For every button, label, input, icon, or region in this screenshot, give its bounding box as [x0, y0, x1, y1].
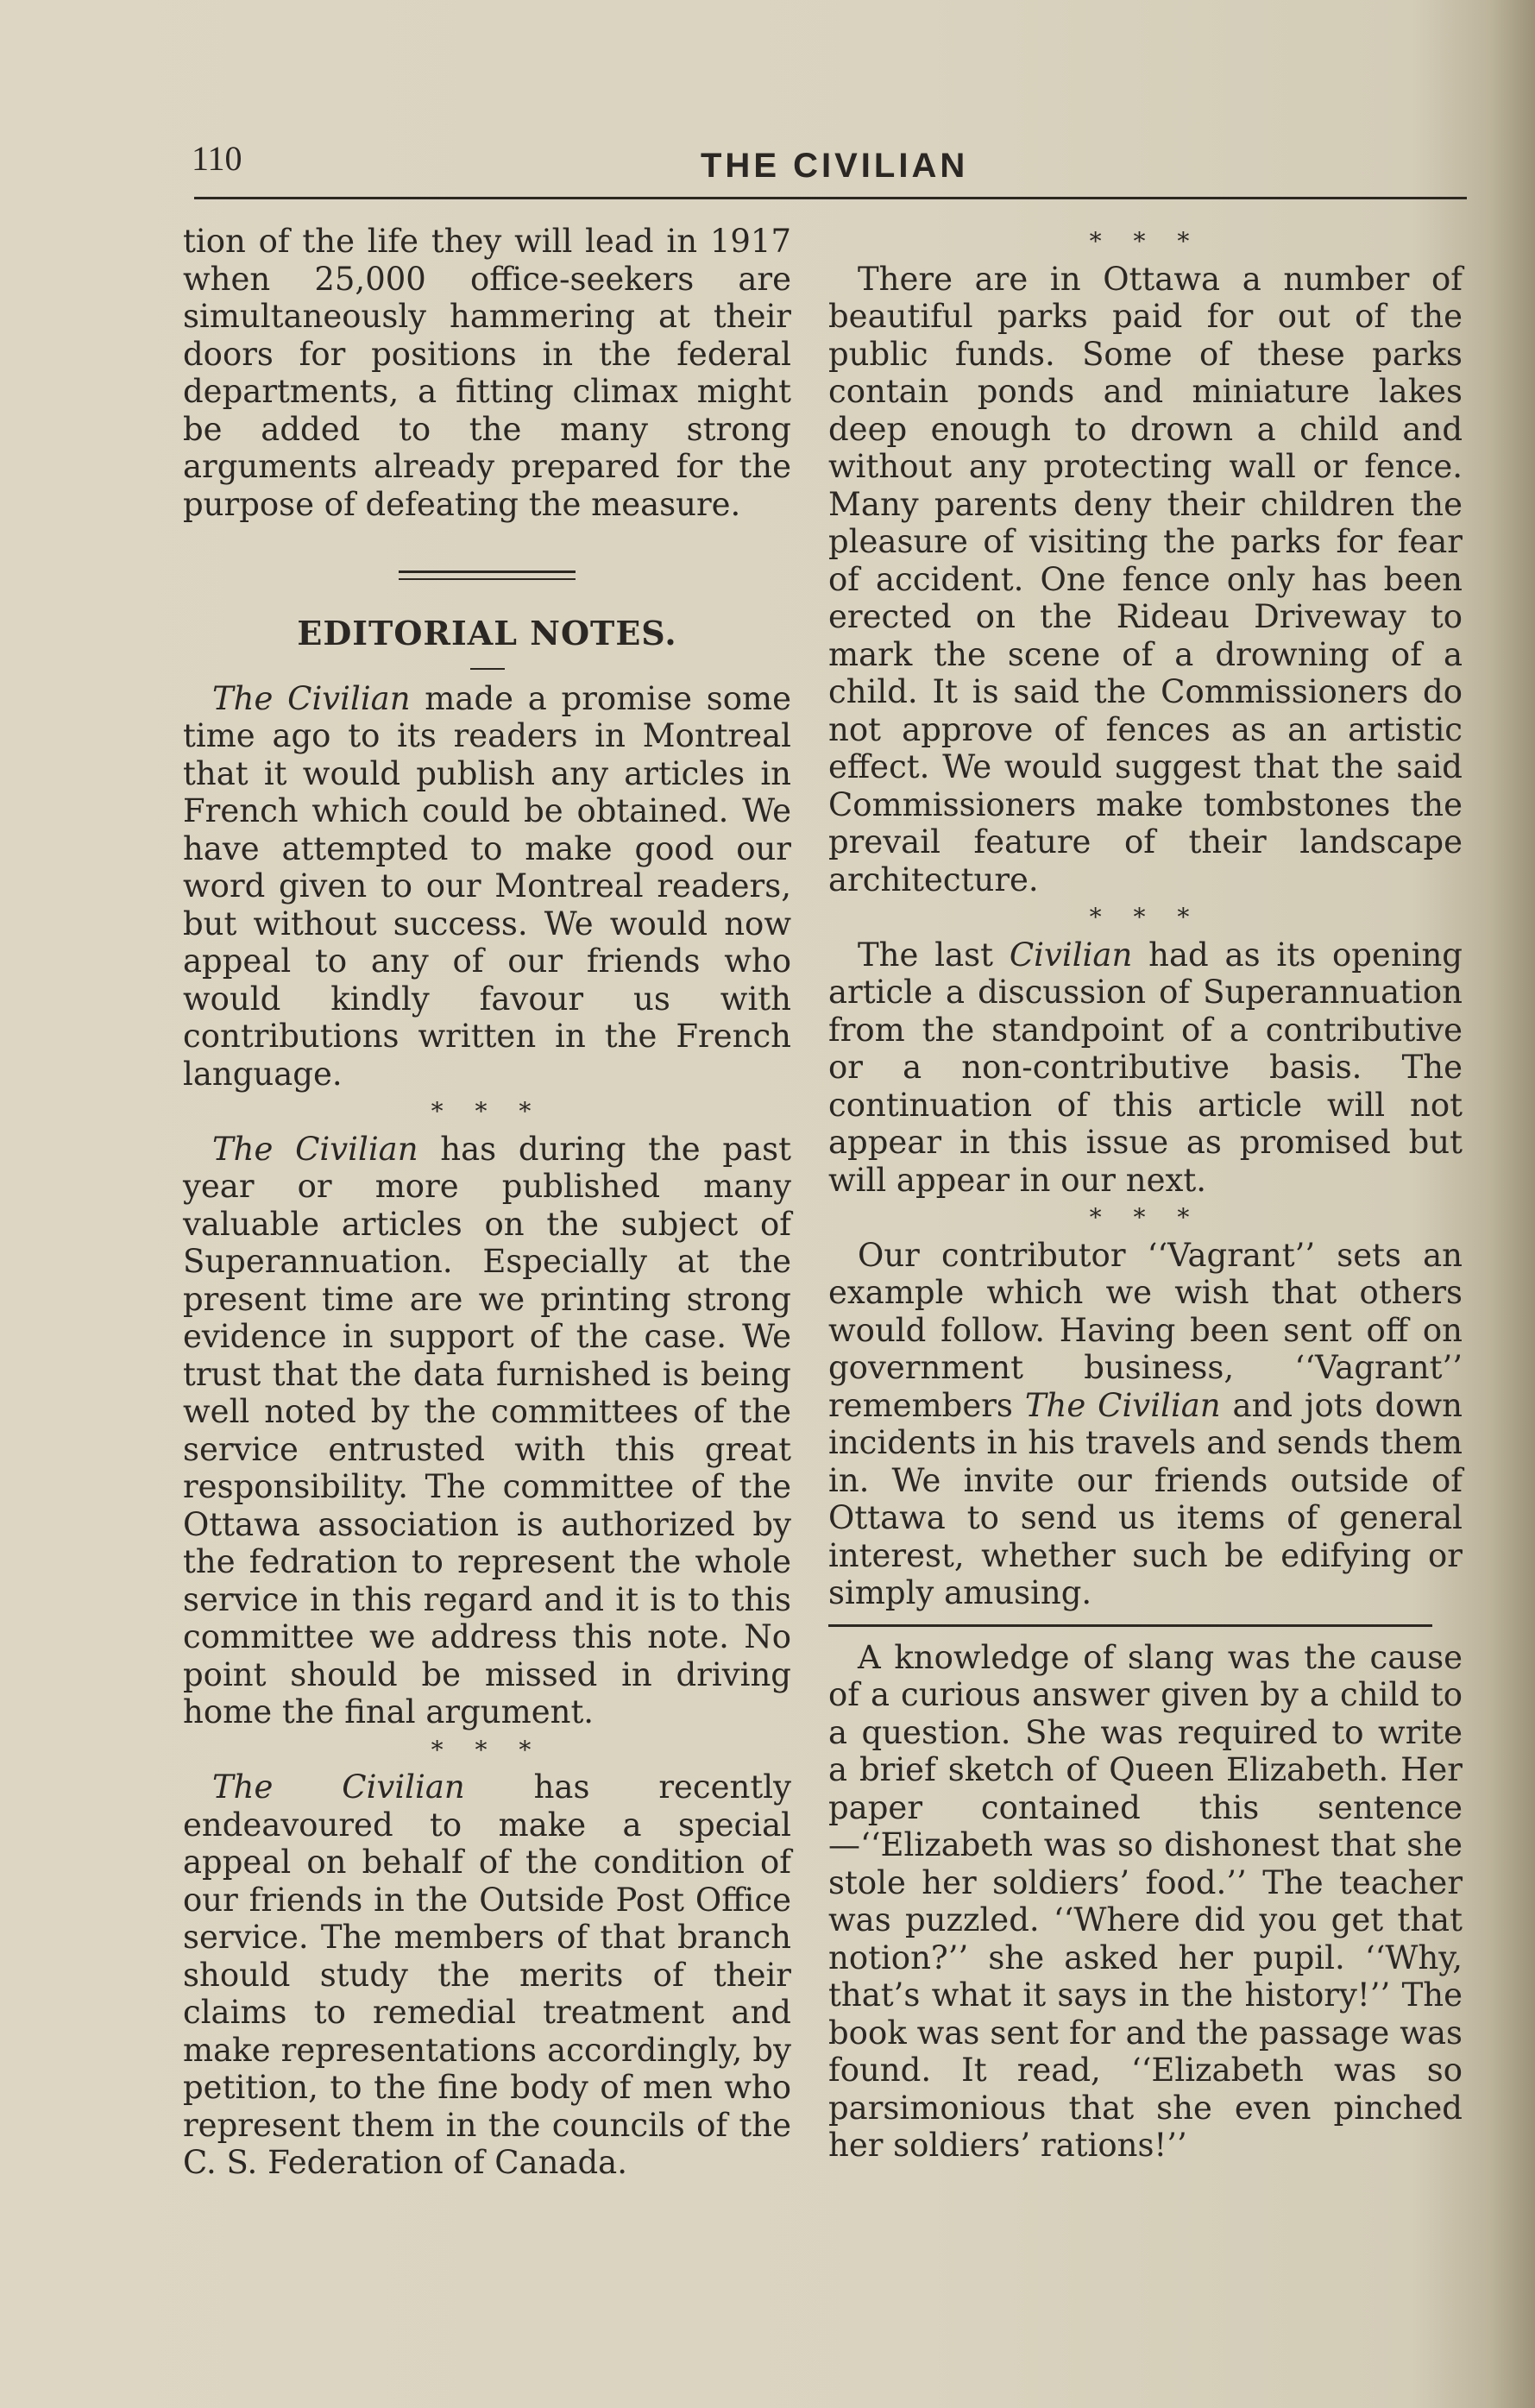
section-title: EDITORIAL NOTES.: [297, 614, 677, 652]
publication-title: The Civilian: [1024, 1386, 1221, 1424]
publication-title: Civilian: [1009, 936, 1133, 974]
running-head: THE CIVILIAN: [701, 147, 969, 185]
publication-title: The Civilian: [212, 679, 411, 717]
editorial-note-superannuation: The last Civilian had as its opening article a discussion of Superannuation from the standpoint of a contributive or a non-contributive basis. The continuation of this article will not appear in this issue as promised but will appear in our next.: [828, 936, 1463, 1199]
page-header: [192, 138, 1469, 190]
editorial-note-2: The Civilian has during the past year or more published many valuable articles on the subject of Superannuation. Especially at the present time are we printing strong evidence in support of the case. We trust that the data furnished is being well noted by the committees of the service entrusted with this great responsibility. The committee of the Ottawa association is authorized by the fedration to represent the whole service in this regard and it is to this committee we address this note. No point should be missed in driving home the final argument.: [183, 1130, 791, 1730]
publication-title: The Civilian: [212, 1768, 465, 1806]
anecdote-paragraph: A knowledge of slang was the cause of a curious answer given by a child to a question. She was required to write a brief sketch of Queen Elizabeth. Her paper contained this sentence—‘‘Elizabeth was so dishonest that she stole her soldiers’ food.’’ The teacher was puzzled. ‘‘Where did you get that notion?’’ she asked her pupil. ‘‘Why, that’s what it says in the history!’’ The book was sent for and the passage was found. It read, ‘‘Elizabeth was so parsimonious that she even pinched her soldiers’ rations!’’: [828, 1638, 1463, 2164]
editorial-note-vagrant: Our contributor ‘‘Vagrant’’ sets an example which we wish that others would follow. Having been sent off on government business, ‘‘Vagrant’’ remembers The Civilian and jots down incidents in his travels and sends them in. We invite our friends outside of Ottawa to send us items of general interest, whether such be edifying or simply amusing.: [828, 1236, 1463, 1611]
asterism: * * *: [1089, 903, 1202, 931]
editorial-note-1: The Civilian made a promise some time ago to its readers in Montreal that it would publish any articles in French which could be obtained. We have attempted to make good our word given to our Montreal readers, but without success. We would now appeal to any of our friends who would kindly favour us with contributions written in the French language.: [183, 679, 791, 1093]
publication-title: The Civilian: [212, 1130, 418, 1168]
editorial-note-3: The Civilian has recently endeavoured to make a special appeal on behalf of the condition of our friends in the Outside Post Office service. The members of that branch should study the merits of their claims to remedial treatment and make representations accordingly, by petition, to the fine body of men who represent them in the councils of the C. S. Federation of Canada.: [183, 1768, 791, 2181]
short-rule: [470, 668, 505, 670]
asterism: * * *: [431, 1735, 544, 1764]
header-rule: [194, 197, 1467, 199]
asterism: * * *: [1089, 1203, 1202, 1232]
continued-paragraph: tion of the life they will lead in 1917 when 25,000 office-seekers are simultaneously hammering at their doors for positions in the federal departments, a fitting climax might be added to the many strong arguments already prepared for the purpose of defeating the measure.: [183, 223, 791, 523]
right-column: [828, 223, 1463, 2165]
double-rule-divider: [399, 570, 576, 580]
column-rule: [828, 1624, 1432, 1627]
left-column: [183, 223, 791, 2182]
editorial-note-parks: There are in Ottawa a number of beautiful parks paid for out of the public funds. Some of these parks contain ponds and miniature lakes deep enough to drown a child and without any protecting wall or fence. Many parents deny their children the pleasure of visiting the parks for fear of accident. One fence only has been erected on the Rideau Driveway to mark the scene of a drowning of a child. It is said the Commissioners do not approve of fences as an artistic effect. We would suggest that the said Commissioners make tombstones the prevail feature of their landscape architecture.: [828, 260, 1463, 898]
page-number: 110: [192, 139, 242, 178]
asterism: * * *: [431, 1097, 544, 1125]
asterism: * * *: [1089, 227, 1202, 255]
